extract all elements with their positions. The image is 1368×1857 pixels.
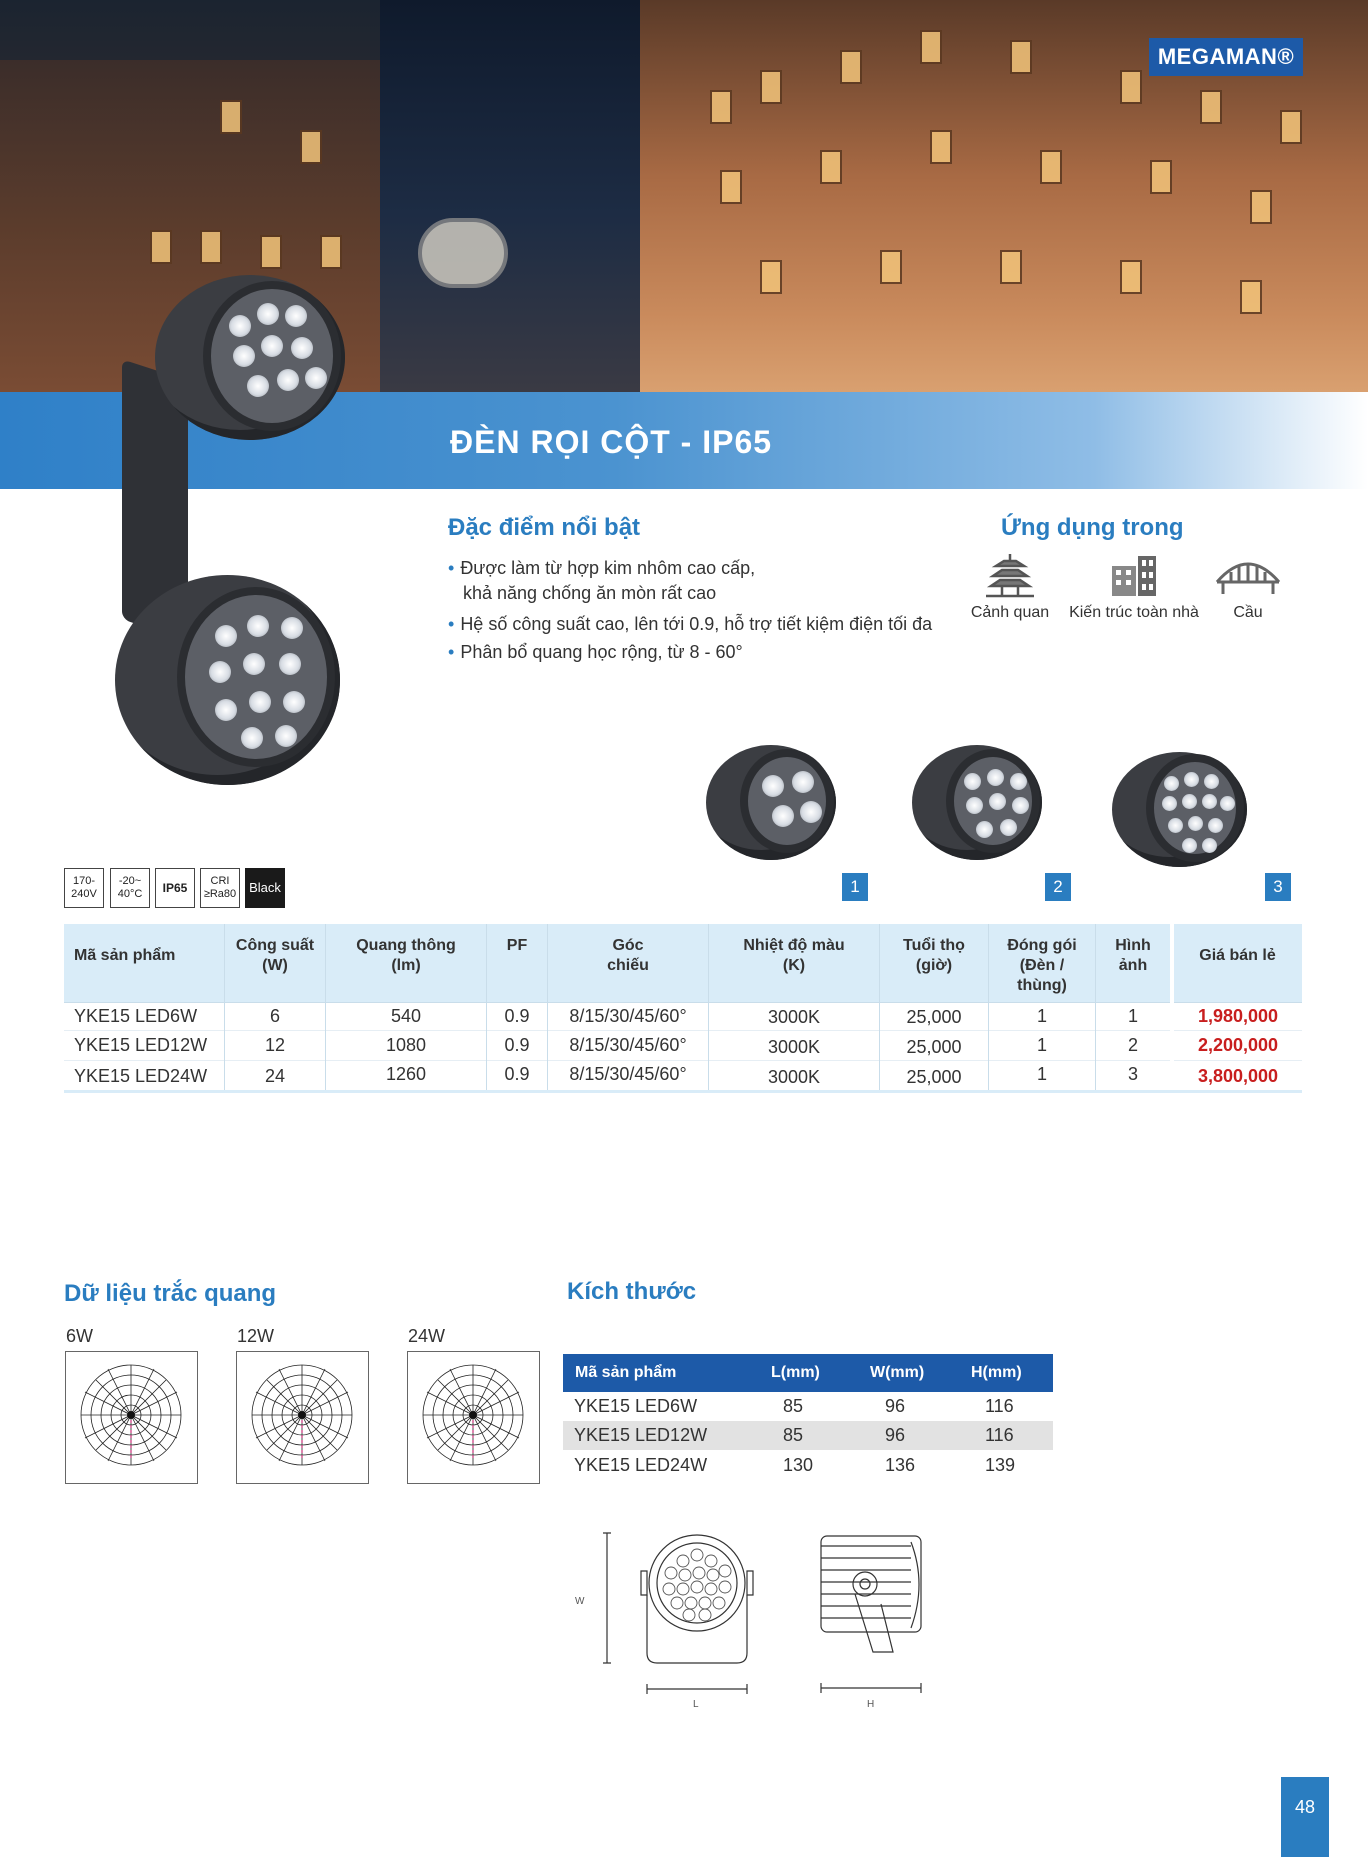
application-label: Kiến trúc toàn nhà (1069, 604, 1199, 621)
polar-diagram-12w (236, 1351, 369, 1484)
photometric-heading: Dữ liệu trắc quang (64, 1280, 277, 1307)
window (1240, 280, 1262, 314)
dimension-label-h: H (867, 1699, 875, 1710)
lamp-face (946, 749, 1040, 853)
table-cell: 116 (985, 1425, 1014, 1445)
badge-line: CRI (210, 875, 230, 887)
led (241, 727, 263, 749)
side-view-graphic (815, 1532, 935, 1712)
lamp-face (740, 749, 834, 853)
led (1208, 818, 1223, 833)
price-cell: 3,800,000 (1197, 1066, 1279, 1086)
lamp-face (177, 587, 335, 767)
table-cell: YKE15 LED12W (574, 1425, 708, 1445)
led (229, 315, 251, 337)
led (279, 653, 301, 675)
led (1012, 797, 1029, 814)
col-header: Nhiệt độ màu (K) (709, 924, 879, 1002)
led (215, 699, 237, 721)
price-cell: 1,980,000 (1197, 1006, 1279, 1026)
dimension-label-w: W (575, 1596, 585, 1607)
led (1168, 818, 1183, 833)
led (249, 691, 271, 713)
led (1164, 776, 1179, 791)
led (800, 801, 822, 823)
table-cell: 0.9 (504, 1064, 530, 1084)
polar-chart-graphic (237, 1352, 367, 1482)
feature-text: Phân bổ quang học rộng, từ 8 - 60° (460, 642, 743, 662)
led (261, 335, 283, 357)
led (1010, 773, 1027, 790)
badge-line: 40°C (117, 888, 143, 900)
table-cell: 1260 (385, 1064, 427, 1084)
col-header: Mã sản phẩm (64, 924, 224, 1002)
feature-item (448, 555, 755, 581)
dimension-label-l: L (693, 1699, 699, 1710)
led (275, 725, 297, 747)
bullet: • (448, 614, 455, 634)
table-cell: YKE15 LED24W (74, 1066, 208, 1086)
table-cell: 25,000 (906, 1067, 962, 1087)
front-view-drawing (565, 1525, 770, 1710)
table-cell: 24 (264, 1066, 286, 1086)
table-cell: 8/15/30/45/60° (569, 1064, 687, 1084)
table-cell: YKE15 LED12W (74, 1035, 208, 1055)
megaman-logo: MEGAMAN® (1149, 38, 1303, 76)
product-image-3 (1112, 752, 1247, 867)
product-image-1 (706, 745, 836, 860)
application-architecture (1063, 552, 1205, 622)
street-sign (418, 218, 508, 288)
feature-text: Được làm từ hợp kim nhôm cao cấp, (460, 558, 756, 578)
table-cell: 139 (985, 1455, 1016, 1475)
led (989, 793, 1006, 810)
window (260, 235, 282, 269)
led (281, 617, 303, 639)
led (257, 303, 279, 325)
application-label: Cầu (1233, 604, 1263, 621)
window (1150, 160, 1172, 194)
table-cell: 8/15/30/45/60° (569, 1035, 687, 1055)
led (1182, 794, 1197, 809)
led (792, 771, 814, 793)
col-header: L(mm) (771, 1364, 820, 1381)
table-cell: 136 (885, 1455, 916, 1475)
color-badge: Black (245, 868, 285, 908)
badge-line: 170- (72, 875, 96, 887)
badge-line: 240V (71, 888, 97, 900)
led (215, 625, 237, 647)
application-bridge (1208, 552, 1288, 622)
window (300, 130, 322, 164)
table-cell: YKE15 LED6W (574, 1396, 698, 1416)
table-cell: 96 (885, 1396, 906, 1416)
price-cell: 2,200,000 (1197, 1035, 1279, 1055)
table-cell: 3 (1127, 1064, 1138, 1084)
ip-rating-badge: IP65 (155, 868, 195, 908)
window (920, 30, 942, 64)
table-cell: 1 (1036, 1006, 1047, 1026)
window (760, 70, 782, 104)
led (976, 821, 993, 838)
page-title: ĐÈN RỌI CỘT - IP65 (450, 424, 773, 460)
table-cell: 85 (783, 1425, 804, 1445)
lamp-face (1146, 754, 1244, 862)
bridge-icon (1213, 552, 1283, 598)
led (247, 615, 269, 637)
led (233, 345, 255, 367)
polar-diagram-6w (65, 1351, 198, 1484)
window (840, 50, 862, 84)
window (1120, 260, 1142, 294)
polar-chart-graphic (66, 1352, 196, 1482)
feature-item (448, 639, 743, 665)
window (1250, 190, 1272, 224)
table-cell: 3000K (767, 1037, 821, 1057)
led (1182, 838, 1197, 853)
table-cell: 96 (885, 1425, 906, 1445)
led (1202, 838, 1217, 853)
window (1200, 90, 1222, 124)
dimensions-heading: Kích thước (567, 1278, 697, 1305)
table-cell: 3000K (767, 1007, 821, 1027)
col-header: Hình ảnh (1096, 924, 1170, 1002)
table-cell: 116 (985, 1396, 1014, 1416)
col-header: H(mm) (971, 1364, 1022, 1381)
led (285, 305, 307, 327)
window (760, 260, 782, 294)
pagoda-icon (982, 552, 1038, 598)
image-tag: 1 (842, 873, 868, 901)
led (964, 773, 981, 790)
lamp-face (203, 281, 341, 431)
window (880, 250, 902, 284)
window (1280, 110, 1302, 144)
application-landscape (965, 552, 1055, 622)
front-view-graphic (565, 1525, 770, 1710)
image-tag: 3 (1265, 873, 1291, 901)
col-header: Tuổi thọ (giờ) (880, 924, 988, 1002)
table-cell: 540 (390, 1006, 422, 1026)
features-heading: Đặc điểm nổi bật (448, 514, 641, 541)
led (1000, 819, 1017, 836)
table-cell: 25,000 (906, 1037, 962, 1057)
col-header: W(mm) (870, 1364, 925, 1381)
page-number: 48 (1281, 1777, 1329, 1857)
col-header: Đóng gói (Đèn / thùng) (989, 924, 1095, 1002)
table-cell: 1 (1127, 1006, 1138, 1026)
table-cell: 2 (1127, 1035, 1138, 1055)
col-header: Quang thông (lm) (326, 924, 486, 1002)
polar-diagram-24w (407, 1351, 540, 1484)
feature-item (448, 611, 932, 637)
building-icon (1106, 552, 1162, 598)
application-label: Cảnh quan (970, 604, 1050, 621)
cri-badge (200, 868, 240, 908)
table-cell: 25,000 (906, 1007, 962, 1027)
table-cell: 85 (783, 1396, 804, 1416)
applications-heading: Ứng dụng trong (1001, 514, 1184, 541)
voltage-badge (64, 868, 104, 908)
col-header: Công suất (W) (225, 924, 325, 1002)
photometric-label: 12W (237, 1326, 275, 1346)
product-image-2 (912, 745, 1042, 860)
window (1120, 70, 1142, 104)
led (987, 769, 1004, 786)
led (247, 375, 269, 397)
led (209, 661, 231, 683)
bullet: • (448, 558, 455, 578)
spotlight-bottom (115, 575, 340, 785)
table-cell: YKE15 LED24W (574, 1455, 708, 1475)
table-cell: 3000K (767, 1067, 821, 1087)
window (720, 170, 742, 204)
photometric-label: 24W (408, 1326, 446, 1346)
led (1220, 796, 1235, 811)
badge-line: -20~ (118, 875, 142, 887)
table-cell: YKE15 LED6W (74, 1006, 198, 1026)
window (320, 235, 342, 269)
window (1010, 40, 1032, 74)
table-cell: 1 (1036, 1064, 1047, 1084)
window (220, 100, 242, 134)
table-cell: 130 (783, 1455, 814, 1475)
col-header: Mã sản phẩm (575, 1364, 677, 1381)
led (1188, 816, 1203, 831)
table-cell: 1 (1036, 1035, 1047, 1055)
led (762, 775, 784, 797)
feature-text: Hệ số công suất cao, lên tới 0.9, hỗ trợ tiết kiệm điện tối đa (460, 614, 933, 634)
window (820, 150, 842, 184)
spotlight-top (155, 275, 345, 440)
table-cell: 6 (269, 1006, 280, 1026)
table-cell: 8/15/30/45/60° (569, 1006, 687, 1026)
window (1040, 150, 1062, 184)
col-header: PF (487, 924, 547, 1002)
col-header: Góc chiếu (548, 924, 708, 1002)
col-header: Giá bán lẻ (1173, 924, 1302, 1002)
led (277, 369, 299, 391)
feature-item-continued: khả năng chống ăn mòn rất cao (463, 583, 717, 603)
led (1162, 796, 1177, 811)
led (966, 797, 983, 814)
window (200, 230, 222, 264)
polar-chart-graphic (408, 1352, 538, 1482)
table-cell: 0.9 (504, 1035, 530, 1055)
led (291, 337, 313, 359)
temperature-badge (110, 868, 150, 908)
side-view-drawing (815, 1532, 935, 1712)
led (772, 805, 794, 827)
table-cell: 1080 (385, 1035, 427, 1055)
window (930, 130, 952, 164)
bullet: • (448, 642, 455, 662)
led (1204, 774, 1219, 789)
table-cell: 0.9 (504, 1006, 530, 1026)
led (243, 653, 265, 675)
led (1202, 794, 1217, 809)
badge-line: ≥Ra80 (203, 888, 237, 900)
led (1184, 772, 1199, 787)
window (1000, 250, 1022, 284)
image-tag: 2 (1045, 873, 1071, 901)
led (305, 367, 327, 389)
photometric-label: 6W (66, 1326, 93, 1346)
window (150, 230, 172, 264)
window (710, 90, 732, 124)
table-cell: 12 (264, 1035, 286, 1055)
led (283, 691, 305, 713)
